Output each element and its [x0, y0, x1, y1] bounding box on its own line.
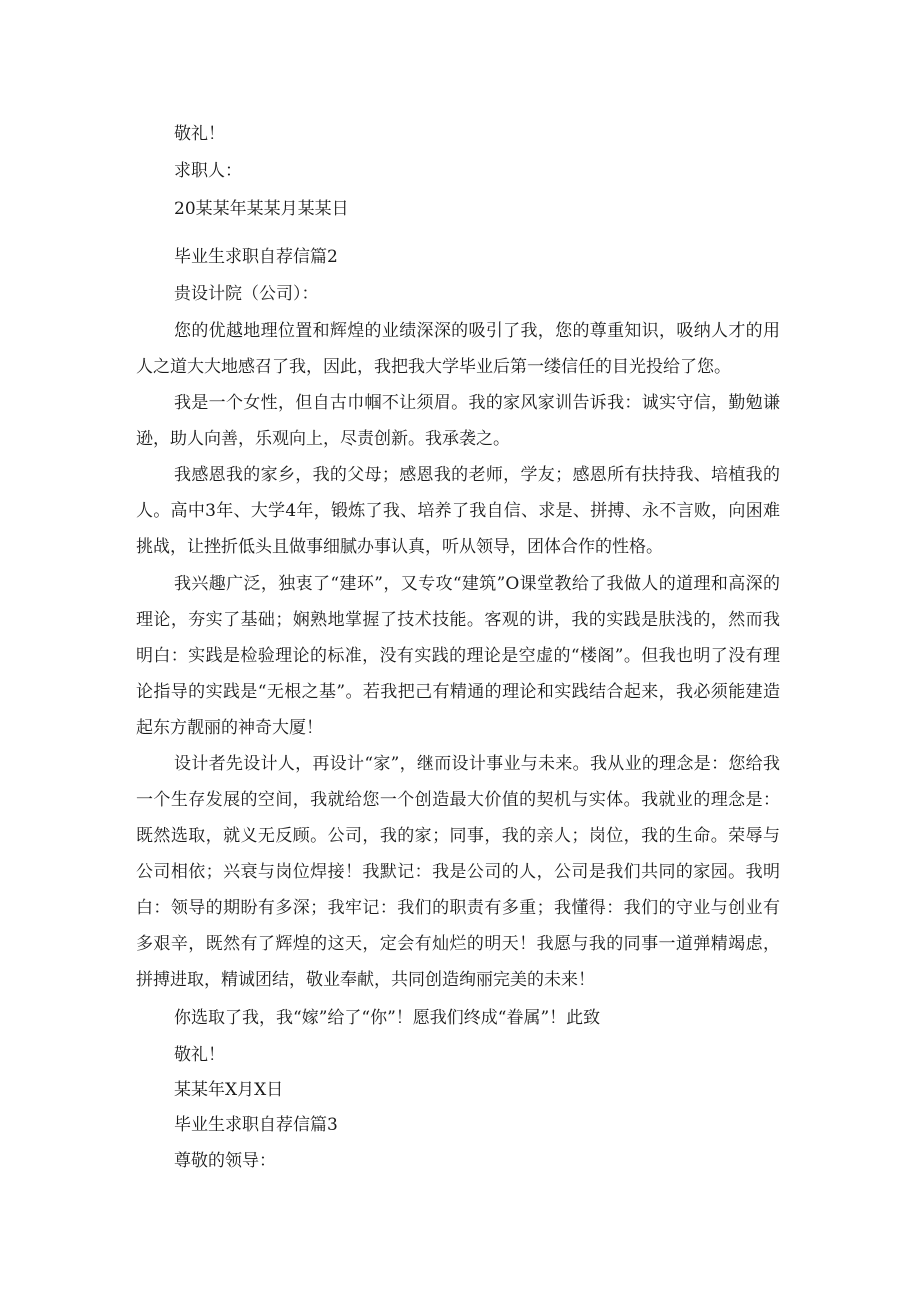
letter1-applicant-signature: 求职人： [174, 161, 242, 181]
letter2-paragraph-2: 我是一个女性，但自古巾帼不让须眉。我的家风家训告诉我：诚实守信，勤勉谦逊，助人向善，乐观向上，尽责创新。我承袭之。 [136, 393, 780, 449]
letter1-salute: 敬礼！ [174, 124, 225, 144]
letter2-paragraph-5: 设计者先设计人，再设计“家”，继而设计事业与未来。我从业的理念是：您给我一个生存发展的空间，我就给您一个创造最大价值的契机与实体。我就业的理念是：既然选取，就义无反顾。公司，我的家；同事，我的亲人；岗位，我的生命。荣辱与公司相依；兴衰与岗位焊接！我默记：我是公司的人，公司是我们共同的家园。我明白：领导的期盼有多深；我牢记：我们的职责有多重；我懂得：我们的守业与创业有多艰辛，既然有了辉煌的这天，定会有灿烂的明天！我愿与我的同事一道弹精竭虑，拼搏进取，精诚团结，敬业奉献，共同创造绚丽完美的未来！ [136, 754, 780, 990]
letter2-paragraph-4: 我兴趣广泛，独衷了“建环”，又专攻“建筑”O课堂教给了我做人的道理和高深的理论，夯实了基础；娴熟地掌握了技术技能。客观的讲，我的实践是肤浅的，然而我明白：实践是检验理论的标准，没有实践的理论是空虚的“楼阁”。但我也明了没有理论指导的实践是“无根之基”。若我把己有精通的理论和实践结合起来，我必须能建造起东方靓丽的神奇大厦！ [136, 574, 780, 738]
letter2-greeting: 贵设计院（公司）： [174, 284, 319, 304]
letter2-paragraph-1: 您的优越地理位置和辉煌的业绩深深的吸引了我，您的尊重知识，吸纳人才的用人之道大大地感召了我，因此，我把我大学毕业后第一缕信任的目光投给了您。 [136, 321, 780, 377]
letter3-greeting: 尊敬的领导： [174, 1151, 276, 1171]
letter3-title: 毕业生求职自荐信篇3 [174, 1115, 338, 1135]
letter2-closing-line: 你选取了我，我“嫁”给了“你”！愿我们终成“眷属”！此致 [174, 1008, 601, 1028]
letter1-date: 20某某年某某月某某日 [174, 199, 349, 219]
letter2-date: 某某年X月X日 [174, 1080, 284, 1100]
letter2-paragraph-3: 我感恩我的家乡，我的父母；感恩我的老师，学友；感恩所有扶持我、培植我的人。高中3年、大学4年，锻炼了我、培养了我自信、求是、拼搏、永不言败，向困难挑战，让挫折低头且做事细腻办事认真，听从领导，团体合作的性格。 [136, 465, 780, 557]
letter2-title: 毕业生求职自荐信篇2 [174, 247, 338, 267]
letter2-salute: 敬礼！ [174, 1045, 225, 1065]
